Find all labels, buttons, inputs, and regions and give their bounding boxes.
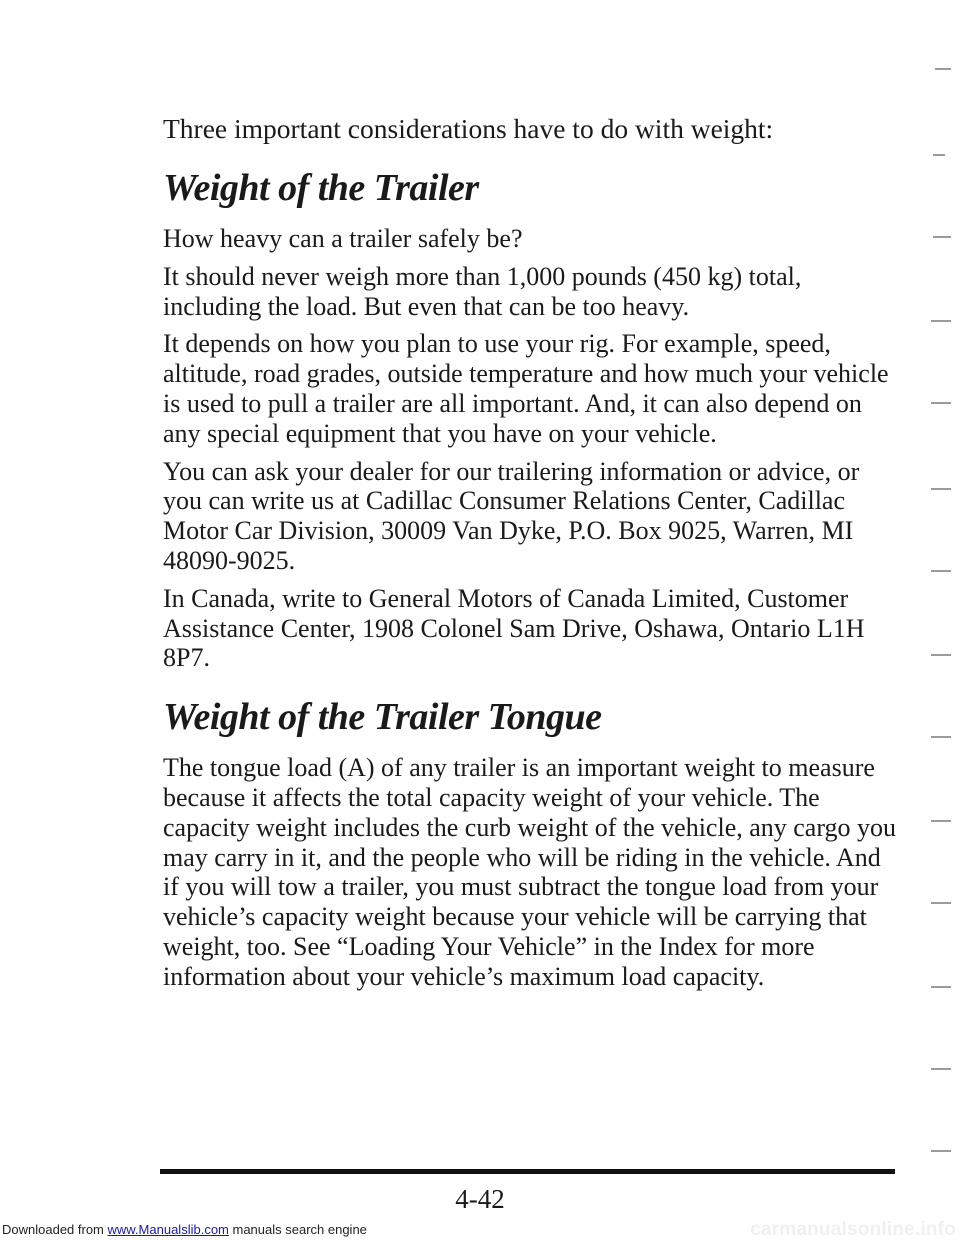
- paragraph: In Canada, write to General Motors of Canada Limited, Customer Assistance Center, 1908 Colonel Sam Drive, Oshawa, Ontario L1H 8P7.: [163, 583, 865, 673]
- margin-mark: [935, 68, 951, 70]
- section-heading-trailer-weight: Weight of the Trailer: [163, 167, 479, 209]
- footer-rule: [160, 1169, 895, 1174]
- margin-mark: [933, 236, 951, 238]
- page-content: [163, 112, 903, 1000]
- paragraph: It should never weigh more than 1,000 pounds (450 kg) total, including the load. But even that can be too heavy.: [163, 261, 802, 321]
- margin-mark: [931, 902, 951, 904]
- margin-mark: [931, 402, 951, 404]
- paragraph: You can ask your dealer for our trailering information or advice, or you can write us at Cadillac Consumer Relations Center, Cadillac Motor Car Division, 30009 Van Dyke, P.O. Box 9025, Warren, MI 48090-9025.: [163, 456, 860, 575]
- footer-suffix: manuals search engine: [228, 1222, 367, 1237]
- section-heading-tongue-weight: Weight of the Trailer Tongue: [163, 696, 602, 739]
- margin-mark: [931, 736, 951, 738]
- margin-mark: [931, 1068, 951, 1070]
- watermark-text: carmanualsonline.info: [750, 1219, 956, 1240]
- margin-mark: [931, 488, 951, 490]
- paragraph: The tongue load (A) of any trailer is an important weight to measure because it affects the total capacity weight of your vehicle. The capacity weight includes the curb weight of the vehicle, any cargo you may carry in it, and the people who will be riding in the vehicle. And if you will tow a trailer, you must subtract the tongue load from your vehicle’s capacity weight because your vehicle will be carrying that weight, too. See “Loading Your Vehicle” in the Index for more information about your vehicle’s maximum load capacity.: [163, 753, 897, 991]
- intro-text: Three important considerations have to do with weight:: [163, 113, 774, 144]
- margin-mark: [933, 154, 945, 156]
- margin-mark: [931, 820, 951, 822]
- margin-mark: [931, 986, 951, 988]
- paragraph: How heavy can a trailer safely be?: [163, 224, 523, 253]
- margin-mark: [931, 654, 951, 656]
- margin-mark: [931, 1150, 951, 1152]
- download-footer: [2, 1222, 367, 1238]
- margin-thumb-marks: [925, 0, 955, 1160]
- footer-prefix: Downloaded from: [2, 1222, 108, 1237]
- margin-mark: [931, 320, 951, 322]
- page-number: 4-42: [455, 1184, 505, 1214]
- paragraph: It depends on how you plan to use your rig. For example, speed, altitude, road grades, outside temperature and how much your vehicle is used to pull a trailer are all important. And, it can also depend on any special equipment that you have on your vehicle.: [163, 329, 889, 448]
- margin-mark: [931, 570, 951, 572]
- manualslib-link[interactable]: www.Manualslib.com: [107, 1222, 229, 1237]
